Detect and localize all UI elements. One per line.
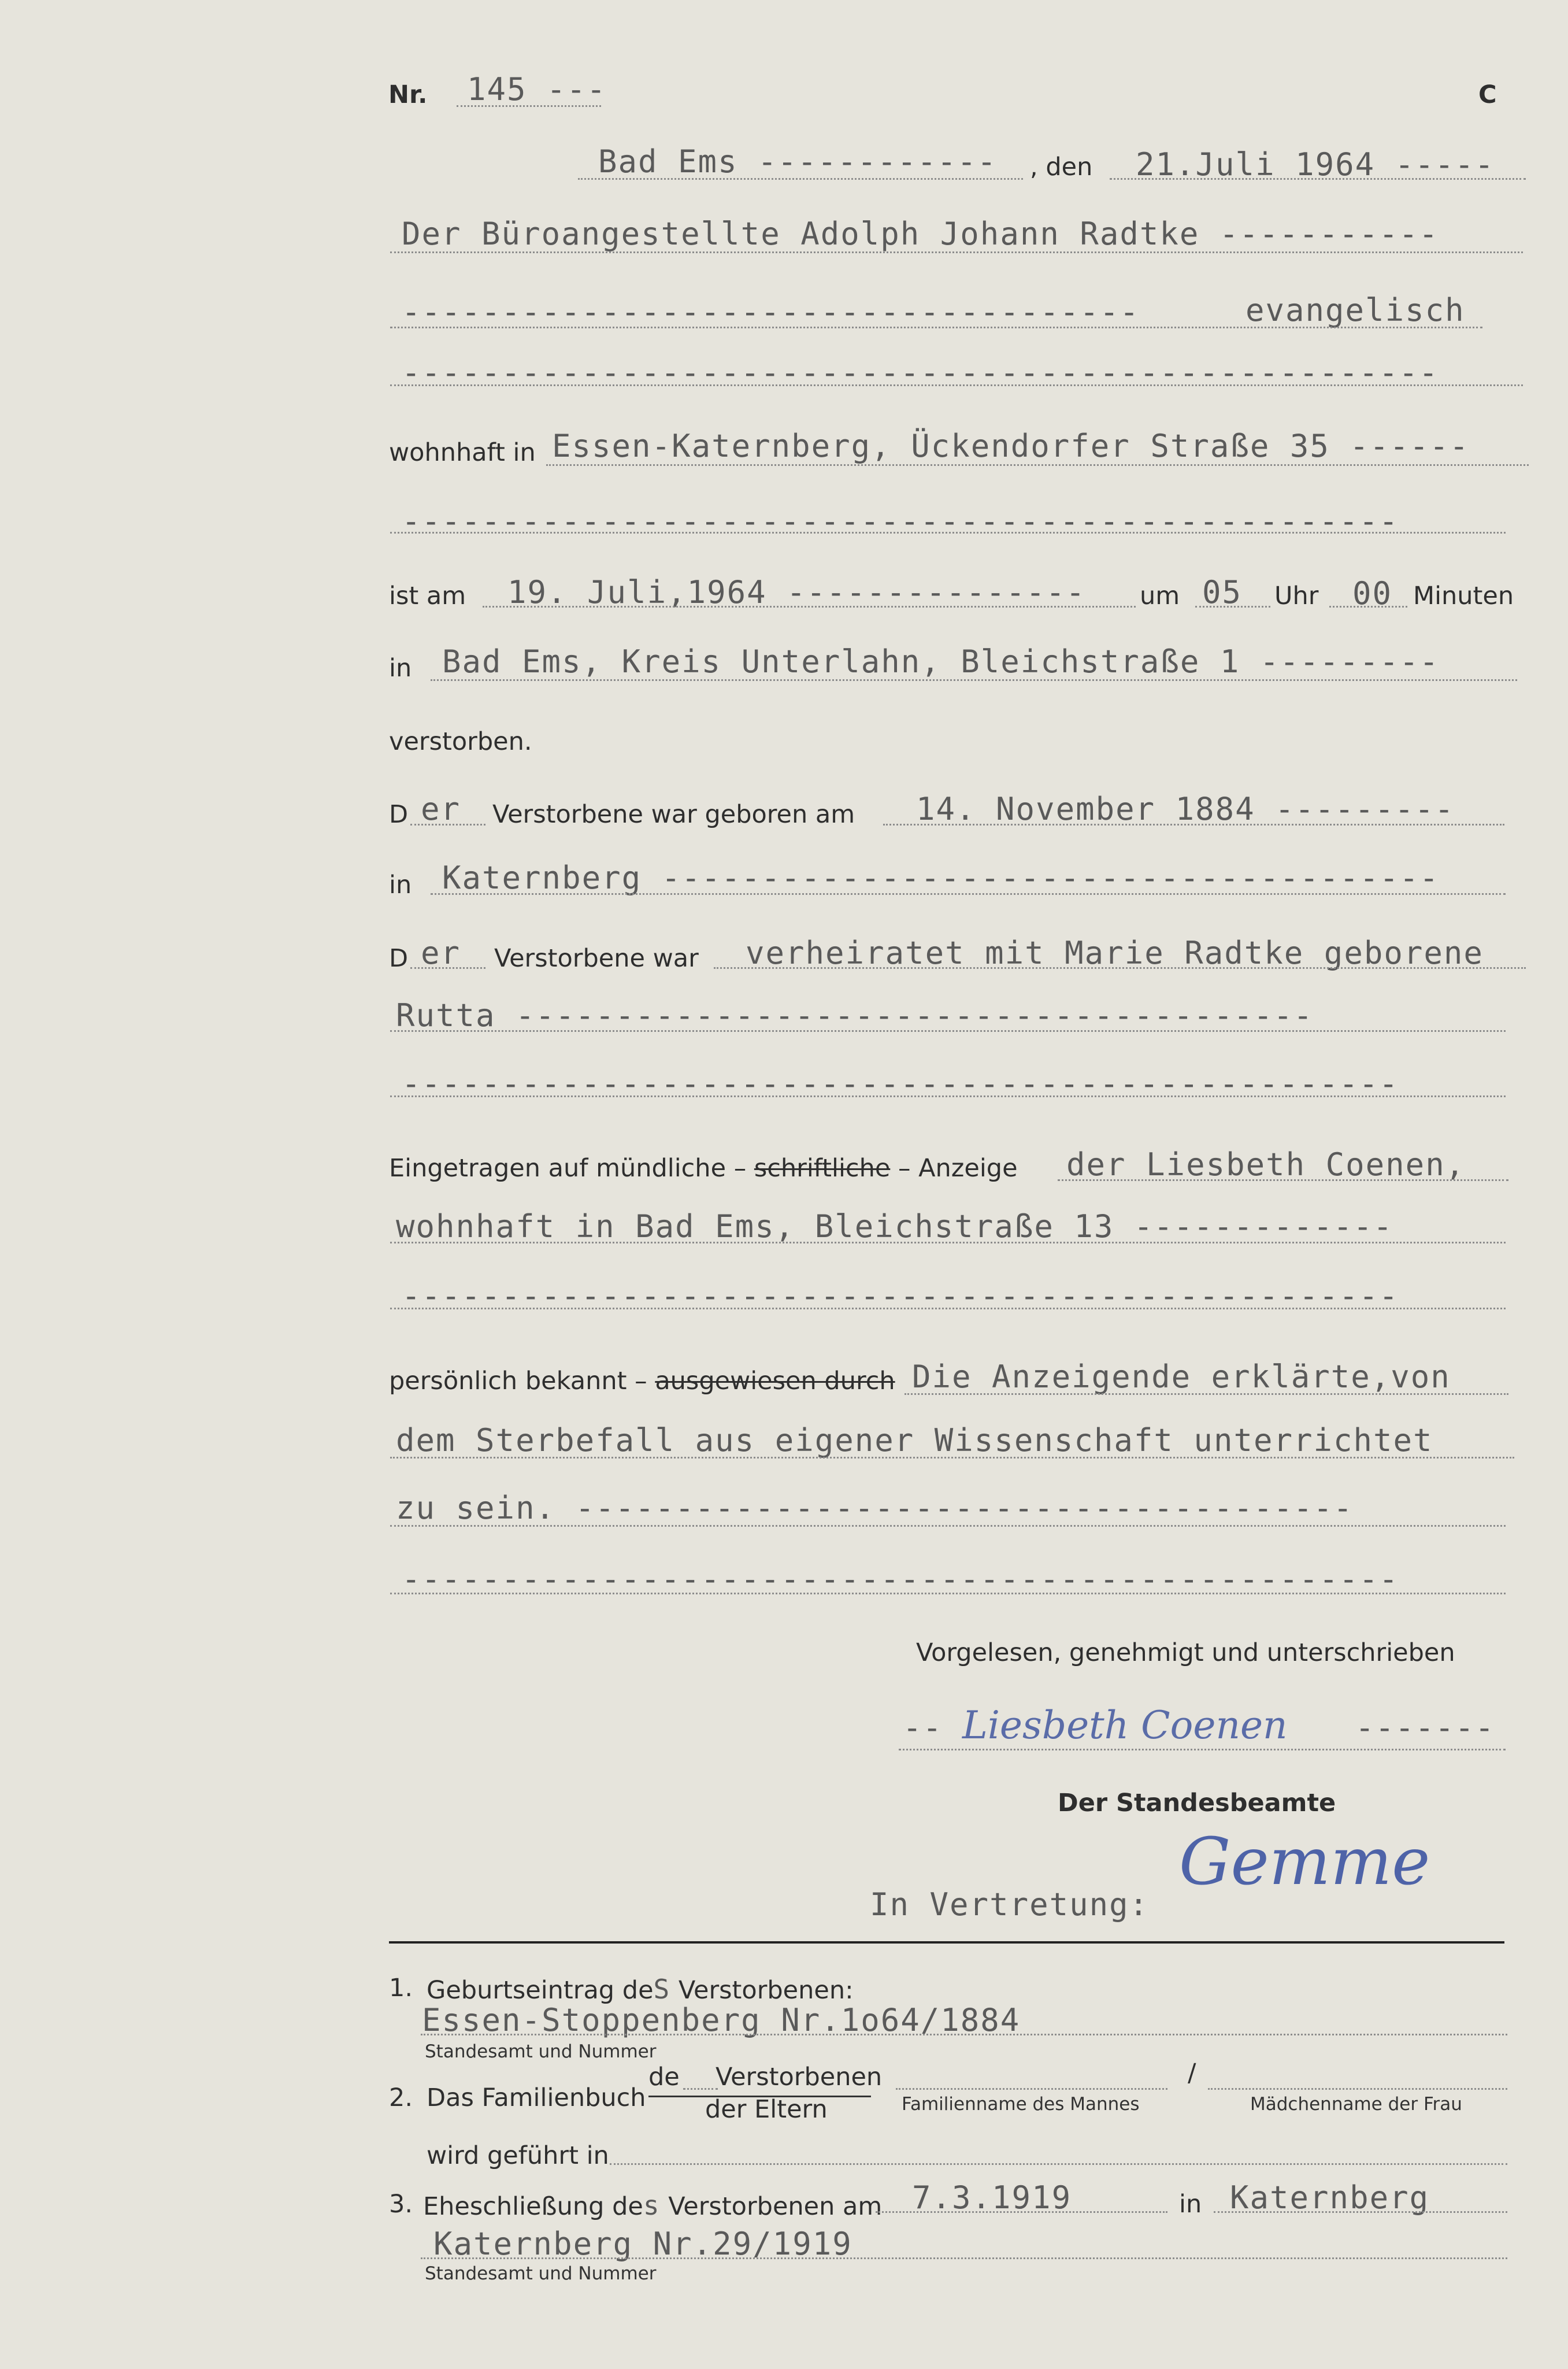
dotted-line: [390, 1525, 1506, 1527]
item3-in: in: [1179, 2190, 1202, 2219]
residence-label: wohnhaft in: [389, 438, 536, 467]
statement-line2: dem Sterbefall aus eigener Wissenschaft unterrichtet: [396, 1422, 1433, 1459]
birth-place: Katernberg ---------------------------------------: [442, 860, 1440, 896]
dotted-line: [390, 1095, 1506, 1097]
marital-label: Verstorbene war: [494, 944, 699, 973]
item3-caption: Standesamt und Nummer: [425, 2263, 657, 2284]
dotted-line: [390, 532, 1506, 534]
dotted-line: [390, 251, 1523, 253]
item2-option-parents: der Eltern: [705, 2095, 828, 2124]
birth-in-label: in: [389, 871, 412, 900]
registration-label: Eingetragen auf mündliche – schriftliche – Anzeige: [389, 1154, 1018, 1183]
dotted-line: [390, 384, 1523, 386]
item1-caption: Standesamt und Nummer: [425, 2041, 657, 2062]
residence-value: Essen-Katernberg, Ückendorfer Straße 35 ------: [552, 428, 1470, 464]
item3-place: Katernberg: [1230, 2179, 1430, 2216]
marital-prefix: D: [389, 944, 409, 973]
ist-am-label: ist am: [389, 582, 466, 610]
marital-line3: --------------------------------------------------: [402, 1065, 1399, 1102]
item2-slash: /: [1188, 2059, 1196, 2087]
informant-signature: Liesbeth Coenen: [962, 1703, 1288, 1748]
dotted-line: [683, 2088, 718, 2090]
dotted-line: [390, 1242, 1506, 1243]
birth-date: 14. November 1884 ---------: [916, 791, 1455, 827]
statement-line1: Die Anzeigende erklärte,von: [912, 1359, 1451, 1395]
deceased-name: Der Büroangestellte Adolph Johann Radtke -----------: [402, 216, 1439, 252]
dotted-line: [390, 1308, 1506, 1309]
death-date: 19. Juli,1964 ---------------: [507, 574, 1086, 610]
item2-kept-label: wird geführt in: [427, 2141, 609, 2170]
nr-dotted-line: [457, 105, 601, 107]
death-place: Bad Ems, Kreis Unterlahn, Bleichstraße 1 ---------: [442, 643, 1440, 680]
verstorben-label: verstorben.: [389, 727, 532, 756]
registrar-signature: Gemme: [1179, 1824, 1430, 1900]
signature-dashes-left: --: [903, 1709, 943, 1746]
registration-line3: --------------------------------------------------: [402, 1278, 1399, 1314]
item2-caption-husband: Familienname des Mannes: [902, 2094, 1140, 2115]
minuten-label: Minuten: [1413, 582, 1514, 610]
dotted-line: [421, 2034, 1507, 2035]
marital-status: verheiratet mit Marie Radtke geborene: [746, 935, 1484, 971]
deceased-line2: -------------------------------------: [402, 294, 1140, 330]
born-on-label: Verstorbene war geboren am: [492, 800, 855, 829]
statement-line3: zu sein. ---------------------------------------: [396, 1490, 1354, 1526]
birth-prefix: D: [389, 800, 409, 829]
uhr-label: Uhr: [1274, 582, 1319, 610]
item1-value: Essen-Stoppenberg Nr.1o64/1884: [422, 2002, 1021, 2038]
um-label: um: [1140, 582, 1180, 610]
dotted-line: [896, 2088, 1167, 2090]
deceased-line3: ----------------------------------------------------: [402, 354, 1439, 391]
dotted-line: [390, 1030, 1506, 1032]
type-letter: C: [1478, 80, 1497, 109]
dotted-line: [1329, 606, 1407, 608]
item3-value: Katernberg Nr.29/1919: [433, 2226, 852, 2262]
dotted-line: [390, 1593, 1506, 1594]
item1-number: 1.: [389, 1974, 413, 2002]
deputy-label: In Vertretung:: [870, 1886, 1150, 1923]
dotted-line: [483, 606, 1136, 608]
death-minutes: 00: [1352, 575, 1393, 612]
dotted-line: [899, 1749, 1506, 1750]
informant-address: wohnhaft in Bad Ems, Bleichstraße 13 -------------: [396, 1208, 1393, 1245]
informant: der Liesbeth Coenen,: [1066, 1146, 1466, 1183]
death-hour: 05: [1202, 574, 1243, 610]
dotted-line: [390, 1457, 1514, 1459]
dotted-line: [610, 2163, 1507, 2165]
dotted-line: [431, 893, 1506, 895]
item3-date: 7.3.1919: [912, 2179, 1072, 2216]
item3-number: 3.: [389, 2190, 413, 2219]
item2-number: 2.: [389, 2083, 413, 2112]
item2-option-deceased: Verstorbenen: [716, 2063, 883, 2092]
statement-line4: --------------------------------------------------: [402, 1561, 1399, 1597]
in-label: in: [389, 654, 412, 683]
nr-label: Nr.: [388, 80, 428, 109]
religion: evangelisch: [1245, 292, 1465, 328]
dotted-line: [421, 2257, 1507, 2259]
dotted-line: [390, 327, 1482, 328]
marital-gender-suffix: er: [421, 935, 461, 971]
dotted-line: [1214, 2211, 1507, 2213]
dotted-line: [1195, 606, 1270, 608]
item2-caption-wife: Mädchenname der Frau: [1250, 2094, 1462, 2115]
item2-de: de: [648, 2063, 680, 2092]
registry-date: 21.Juli 1964 -----: [1136, 146, 1495, 183]
dotted-line: [1058, 1179, 1508, 1181]
birth-gender-suffix: er: [421, 791, 461, 827]
registrar-title: Der Standesbeamte: [1058, 1789, 1336, 1818]
dotted-line: [431, 679, 1517, 681]
dotted-line: [1208, 2088, 1507, 2090]
dotted-line: [578, 178, 1023, 180]
nr-value: 145 ---: [467, 71, 607, 108]
dotted-line: [876, 2211, 1167, 2213]
dotted-line: [714, 967, 1526, 969]
den-label: , den: [1030, 153, 1093, 182]
registry-place: Bad Ems ------------: [598, 143, 998, 180]
dotted-line: [546, 464, 1529, 466]
dotted-line: [410, 824, 485, 826]
dotted-line: [410, 967, 485, 969]
residence-line2: --------------------------------------------------: [402, 503, 1399, 539]
signature-dashes-right: -------: [1355, 1709, 1495, 1746]
footer-divider: [389, 1941, 1504, 1944]
dotted-line: [1110, 178, 1526, 180]
dotted-line: [883, 824, 1504, 826]
item2-label: Das Familienbuch: [427, 2083, 646, 2112]
marital-line2: Rutta ----------------------------------------: [396, 997, 1314, 1034]
identification-label: persönlich bekannt – ausgewiesen durch: [389, 1367, 895, 1396]
item3-label: Eheschließung des Verstorbenen am: [423, 2190, 883, 2221]
item1-label: Geburtseintrag deS Verstorbenen:: [427, 1974, 854, 2005]
dotted-line: [905, 1393, 1508, 1395]
read-approved-note: Vorgelesen, genehmigt und unterschrieben: [916, 1638, 1455, 1667]
